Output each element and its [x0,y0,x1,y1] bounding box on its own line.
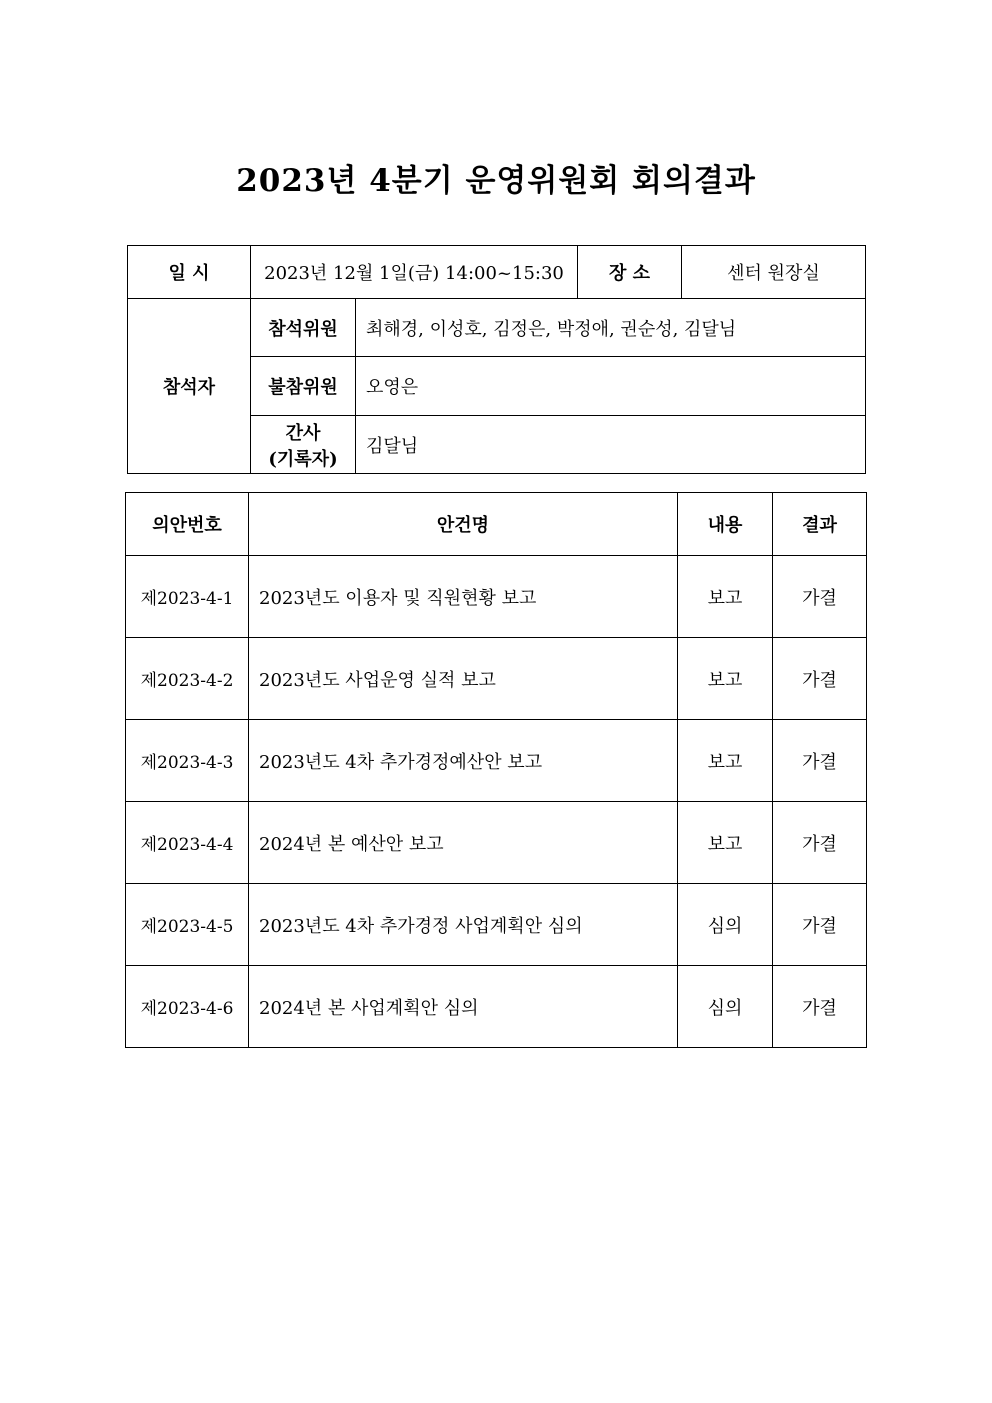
agenda-no: 제2023-4-3 [126,720,249,802]
agenda-no: 제2023-4-5 [126,884,249,966]
header-subject: 안건명 [249,493,678,556]
table-row [126,802,867,884]
secretary-value: 김달님 [356,416,866,474]
meeting-info-table [127,245,866,474]
agenda-type: 보고 [678,556,773,638]
agenda-subject: 2023년도 4차 추가경정예산안 보고 [249,720,678,802]
agenda-result: 가결 [773,556,867,638]
table-row [126,556,867,638]
header-type: 내용 [678,493,773,556]
agenda-type: 심의 [678,884,773,966]
table-row [126,884,867,966]
agenda-type: 보고 [678,720,773,802]
agenda-result: 가결 [773,966,867,1048]
agenda-no: 제2023-4-2 [126,638,249,720]
date-place-row [128,246,866,299]
secretary-label [251,416,356,474]
agenda-type: 보고 [678,638,773,720]
agenda-no: 제2023-4-1 [126,556,249,638]
place-value: 센터 원장실 [682,246,866,299]
agenda-type: 보고 [678,802,773,884]
header-no: 의안번호 [126,493,249,556]
agenda-subject: 2024년 본 사업계획안 심의 [249,966,678,1048]
table-row [126,638,867,720]
agenda-subject: 2023년도 4차 추가경정 사업계획안 심의 [249,884,678,966]
agenda-type: 심의 [678,966,773,1048]
date-label: 일 시 [128,246,251,299]
present-value: 최해경, 이성호, 김정은, 박정애, 권순성, 김달님 [356,299,866,357]
agenda-subject: 2023년도 이용자 및 직원현황 보고 [249,556,678,638]
agenda-header-row [126,493,867,556]
secretary-label-line1: 간사 [285,422,321,444]
agenda-result: 가결 [773,884,867,966]
page-title: 2023년 4분기 운영위원회 회의결과 [236,163,756,199]
absent-label: 불참위원 [251,357,356,416]
present-label: 참석위원 [251,299,356,357]
absent-value: 오영은 [356,357,866,416]
date-value: 2023년 12월 1일(금) 14:00~15:30 [251,246,578,299]
agenda-result: 가결 [773,638,867,720]
attendees-label: 참석자 [128,299,251,474]
agenda-subject: 2023년도 사업운영 실적 보고 [249,638,678,720]
secretary-label-line2: (기록자) [268,448,338,470]
agenda-result: 가결 [773,720,867,802]
header-result: 결과 [773,493,867,556]
agenda-no: 제2023-4-4 [126,802,249,884]
table-row [126,966,867,1048]
agenda-result: 가결 [773,802,867,884]
agenda-table [125,492,867,1048]
agenda-no: 제2023-4-6 [126,966,249,1048]
place-label: 장 소 [578,246,682,299]
agenda-subject: 2024년 본 예산안 보고 [249,802,678,884]
present-row [128,299,866,357]
table-row [126,720,867,802]
